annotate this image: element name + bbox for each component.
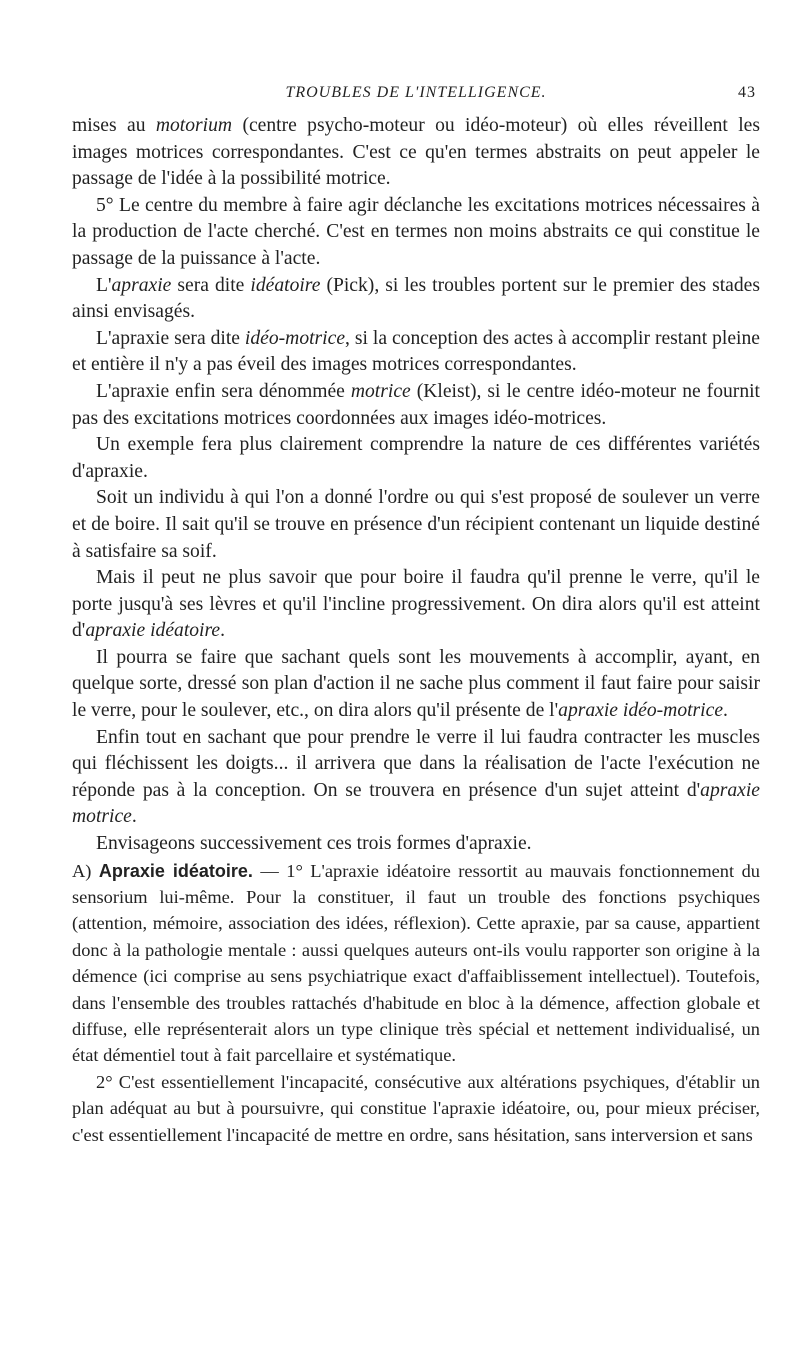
paragraph-motorium: mises au motorium (centre psycho-moteur ou idéo-moteur) où elles réveillent les images motrices correspondantes. C'est ce qu'en termes abstraits on peut appeler le passage de l'idée à la possibilité motrice. bbox=[72, 115, 761, 190]
paragraph-apraxie-ideatoire-def: L'apraxie sera dite idéatoire (Pick), si les troubles portent sur le premier des stades ainsi envisagés. bbox=[72, 274, 760, 323]
paragraph-envisageons: Envisageons successivement ces trois formes d'apraxie. bbox=[96, 833, 532, 855]
paragraph-step-5: 5° Le centre du membre à faire agir déclanche les excitations motrices nécessaires à la production de l'acte cherché. C'est en termes non moins abstraits ce qui constitue le passage de la puissance à l'acte. bbox=[72, 194, 760, 269]
body-text bbox=[72, 113, 760, 1148]
paragraph-exemple-motrice: Enfin tout en sachant que pour prendre le verre il lui faudra contracter les muscles qui fléchissent les doigts... il arrivera que dans la réalisation de l'acte l'exécution ne réponde pas à la conception. On se trouvera en présence d'un sujet atteint d'apraxie motrice. bbox=[72, 726, 760, 828]
paragraph-exemple-ideo-motrice: Il pourra se faire que sachant quels sont les mouvements à accomplir, ayant, en quelque sorte, dressé son plan d'action il ne sache plus comment il faut faire pour saisir le verre, pour le soulever, etc., on dira alors qu'il présente de l'apraxie idéo-motrice. bbox=[72, 646, 760, 722]
paragraph-exemple-ideatoire: Mais il peut ne plus savoir que pour boire il faudra qu'il prenne le verre, qu'il le porte jusqu'à ses lèvres et qu'il l'incline progressivement. On dira alors qu'il est atteint d'apraxie idéatoire. bbox=[72, 567, 760, 642]
paragraph-exemple-intro: Un exemple fera plus clairement comprendre la nature de ces différentes variétés d'apraxie. bbox=[72, 434, 760, 482]
term-motorium: motorium bbox=[155, 115, 233, 136]
paragraph-apraxie-ideo-motrice-def: L'apraxie sera dite idéo-motrice, si la conception des actes à accomplir restant pleine et entière il n'y a pas éveil des images motrices correspondantes. bbox=[72, 327, 760, 376]
paragraph-point-2: 2° C'est essentiellement l'incapacité, consécutive aux altérations psychiques, d'établir un plan adéquat au but à poursuivre, qui constitue l'apraxie idéatoire, ou, pour mieux préciser, c'est essentiellement l'incapacité de mettre en ordre, sans hésitation, sans interversion et sans bbox=[72, 1071, 760, 1145]
page-number: 43 bbox=[738, 84, 756, 101]
running-head bbox=[72, 84, 760, 106]
paragraph-exemple-verre: Soit un individu à qui l'on a donné l'ordre ou qui s'est proposé de soulever un verre et de boire. Il sait qu'il se trouve en présence d'un récipient contenant un liquide destiné à satisfaire sa soif. bbox=[72, 487, 760, 562]
section-label: A) bbox=[72, 860, 99, 881]
paragraph-section-a: A) Apraxie idéatoire. — 1° L'apraxie idéatoire ressortit au mauvais fonctionnement du sensorium lui-même. Pour la constituer, il faut un trouble des fonctions psychiques (attention, mémoire, association des idées, réflexion). Cette apraxie, par sa cause, appartient donc à la pathologie mentale : aussi quelques auteurs ont-ils voulu rapporter son origine à la démence (ici comprise au sens psychiatrique exact d'affaiblissement intellectuel). Toutefois, dans l'ensemble des troubles rattachés d'habitude en bloc à la démence, affection globale et diffuse, elle représenterait alors un type clinique très spécial et nettement individualisé, un état démentiel tout à fait parcellaire et systématique. bbox=[72, 860, 760, 1066]
paragraph-apraxie-motrice-def: L'apraxie enfin sera dénommée motrice (Kleist), si le centre idéo-moteur ne fournit pas des excitations motrices coordonnées aux images idéo-motrices. bbox=[72, 380, 761, 429]
section-heading: Apraxie idéatoire. bbox=[98, 860, 253, 881]
running-title: TROUBLES DE L'INTELLIGENCE. bbox=[285, 84, 547, 101]
